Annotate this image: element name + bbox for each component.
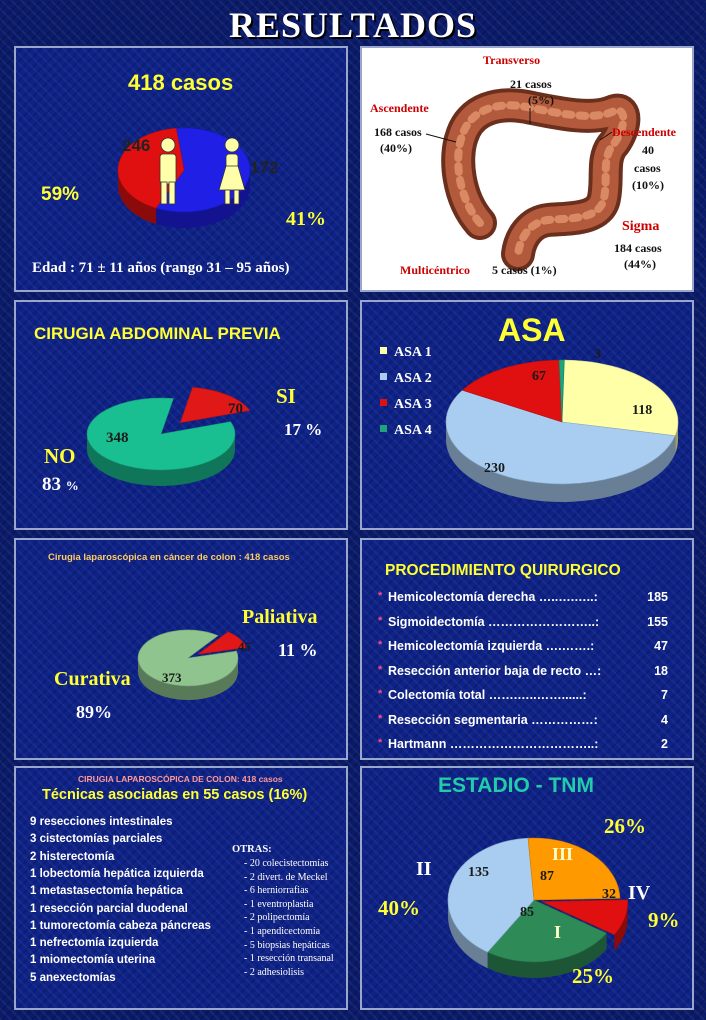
colon-diagram <box>362 48 694 292</box>
curativa-pct-label: 89% <box>76 702 112 722</box>
asa4-legend-label: ASA 4 <box>394 423 432 438</box>
laparoscopic-panel <box>14 538 348 760</box>
procedure-value: 4 <box>661 712 668 727</box>
technique-item: 1 lobectomía hepática izquierda <box>30 867 204 880</box>
procedure-bullet: * <box>378 688 383 700</box>
tnm-iii-pct-label: 26% <box>604 814 646 838</box>
transverso-title: Transverso <box>483 53 541 67</box>
asa-legend <box>380 345 432 438</box>
age-label: Edad : 71 ± 11 años (rango 31 – 95 años) <box>32 260 290 276</box>
paliativa-pct-label: 11 % <box>278 640 318 660</box>
page-title: RESULTADOS <box>228 5 478 45</box>
asa1-legend-label: ASA 1 <box>394 345 432 360</box>
ascendente-title: Ascendente <box>370 101 429 115</box>
tnm-i-stage-label: I <box>554 922 562 942</box>
procedure-label: Colectomía total …….…..……......: <box>388 688 587 702</box>
procedure-row <box>378 615 668 635</box>
procedure-bullet: * <box>378 737 383 749</box>
tnm-iv-pct-label: 9% <box>648 908 680 932</box>
otras-heading: OTRAS: <box>232 844 272 855</box>
otras-item: - 2 adhesiolisis <box>244 966 304 978</box>
tnm-iv-value-label: 32 <box>602 887 616 902</box>
sigma-value: 184 casos <box>614 241 662 255</box>
transverso-value: 21 casos <box>510 77 552 91</box>
otras-item: - 2 divert. de Meckel <box>244 871 328 883</box>
tnm-iii-stage-label: III <box>552 844 574 864</box>
asa-heading: ASA <box>498 312 566 348</box>
otras-item: - 1 eventroplastia <box>244 898 314 910</box>
procedure-bullet: * <box>378 590 383 602</box>
asa2-value-label: 230 <box>484 461 505 476</box>
technique-item: 1 nefrectomía izquierda <box>30 937 159 950</box>
otras-item: - 5 biopsias hepáticas <box>244 939 330 951</box>
tnm-i-value-label: 85 <box>520 905 534 920</box>
si-label: SI <box>276 384 296 408</box>
otras-item: - 20 colecistectomías <box>244 858 329 869</box>
no-pct-value: 83 <box>42 474 61 495</box>
tnm-heading: ESTADIO - TNM <box>438 774 594 797</box>
sex-pie-chart <box>16 48 348 292</box>
asa3-value-label: 67 <box>532 369 546 384</box>
procedure-label: Hemicolectomía derecha …..….…..: <box>388 590 598 604</box>
techniques-panel <box>14 766 348 1010</box>
ascendente-value: 168 casos <box>374 125 422 139</box>
no-pct-label <box>42 474 79 496</box>
asa2-legend-swatch <box>380 373 387 380</box>
curativa-value-label: 373 <box>162 670 182 685</box>
procedure-bullet: * <box>378 639 383 651</box>
technique-item: 9 resecciones intestinales <box>30 816 173 828</box>
technique-item: 2 histerectomía <box>30 850 115 863</box>
transverso-pct: (5%) <box>528 93 554 107</box>
procedure-label: Hartmann ……………………………..: <box>388 737 599 751</box>
procedure-bullet: * <box>378 712 383 725</box>
otras-item: - 2 polipectomía <box>244 912 310 924</box>
procedure-label: Resección segmentaria ……………: <box>388 712 598 727</box>
tnm-iv-stage-label: IV <box>628 882 651 904</box>
female-count-label: 172 <box>250 158 279 177</box>
procedure-bullet: * <box>378 663 383 676</box>
paliativa-value-label: 45 <box>238 639 251 654</box>
technique-item: 1 miomectomía uterina <box>30 954 156 967</box>
no-label: NO <box>44 444 76 468</box>
no-pct-sign: % <box>65 478 79 493</box>
descendente-value2: casos <box>634 161 661 175</box>
procedure-value: 7 <box>661 688 668 702</box>
asa4-legend-swatch <box>380 425 387 432</box>
multicentrico-value: 5 casos (1%) <box>492 263 557 277</box>
procedure-row <box>378 590 668 610</box>
techniques-heading: Técnicas asociadas en 55 casos (16%) <box>42 787 308 803</box>
ascendente-pct: (40%) <box>380 141 412 155</box>
prev-surgery-heading: CIRUGIA ABDOMINAL PREVIA <box>34 324 281 343</box>
procedure-value: 47 <box>654 639 668 653</box>
procedure-row <box>378 639 668 659</box>
paliativa-label: Paliativa <box>242 606 318 628</box>
technique-item: 3 cistectomías parciales <box>30 833 163 846</box>
procedures-heading: PROCEDIMIENTO QUIRURGICO <box>385 562 621 579</box>
female-pct-label: 41% <box>286 208 326 230</box>
asa3-legend-label: ASA 3 <box>394 397 432 412</box>
procedure-label: Sigmoidectomía ……………………..: <box>388 614 600 629</box>
procedure-row <box>378 713 668 733</box>
tnm-iii-value-label: 87 <box>540 869 554 884</box>
procedure-label: Hemicolectomía izquierda ….…….: <box>388 639 595 653</box>
otras-item: - 1 resección transanal <box>244 953 334 965</box>
colon-panel <box>360 46 694 292</box>
curativa-label: Curativa <box>54 668 131 690</box>
asa4-value-label: 3 <box>594 347 601 362</box>
tnm-ii-pct-label: 40% <box>378 896 420 920</box>
procedure-row <box>378 737 668 757</box>
procedure-value: 2 <box>661 737 668 751</box>
procedure-row <box>378 664 668 684</box>
si-value-label: 70 <box>228 401 243 417</box>
asa3-legend-swatch <box>380 399 387 406</box>
descendente-pct: (10%) <box>632 178 664 192</box>
asa-pie-chart <box>362 302 694 530</box>
tnm-ii-stage-label: II <box>416 858 432 880</box>
laparoscopic-heading: Cirugia laparoscópica en cáncer de colon : 418 casos <box>48 552 290 563</box>
procedure-value: 18 <box>654 663 668 678</box>
tnm-panel <box>360 766 694 1010</box>
procedures-panel <box>360 538 694 760</box>
procedure-bullet: * <box>378 614 383 627</box>
technique-item: 5 anexectomías <box>30 971 116 984</box>
asa2-legend-label: ASA 2 <box>394 371 432 386</box>
colon-illustration <box>458 105 623 254</box>
male-pct-label: 59% <box>41 184 80 205</box>
tnm-ii-value-label: 135 <box>468 865 489 880</box>
asa-panel <box>360 300 694 530</box>
si-pct-label: 17 % <box>284 420 323 439</box>
otras-item: - 1 apendicectomía <box>244 926 321 937</box>
descendente-title: Descendente <box>612 125 676 139</box>
multicentrico-title: Multicéntrico <box>400 263 470 277</box>
techniques-subheading: CIRUGIA LAPAROSCÓPICA DE COLON: 418 casos <box>78 774 283 784</box>
asa1-legend-swatch <box>380 347 387 354</box>
technique-item: 1 resección parcial duodenal <box>30 902 188 915</box>
technique-item: 1 metastasectomía hepática <box>30 885 183 898</box>
procedure-label: Resección anterior baja de recto …: <box>388 663 602 678</box>
procedure-value: 155 <box>647 614 668 629</box>
sex-heading: 418 casos <box>128 70 234 95</box>
technique-item: 1 tumorectomía cabeza páncreas <box>30 919 211 932</box>
procedure-value: 185 <box>647 590 668 604</box>
sigma-title: Sigma <box>622 219 660 234</box>
male-count-label: 246 <box>122 136 151 155</box>
sigma-pct: (44%) <box>624 257 656 271</box>
procedure-row <box>378 688 668 708</box>
tnm-i-pct-label: 25% <box>572 964 614 988</box>
otras-item: - 6 herniorrafias <box>244 885 309 897</box>
prev-surgery-panel <box>14 300 348 530</box>
descendente-value: 40 <box>642 143 654 157</box>
no-value-label: 348 <box>106 430 129 446</box>
sex-panel <box>14 46 348 292</box>
asa1-value-label: 118 <box>632 403 653 418</box>
